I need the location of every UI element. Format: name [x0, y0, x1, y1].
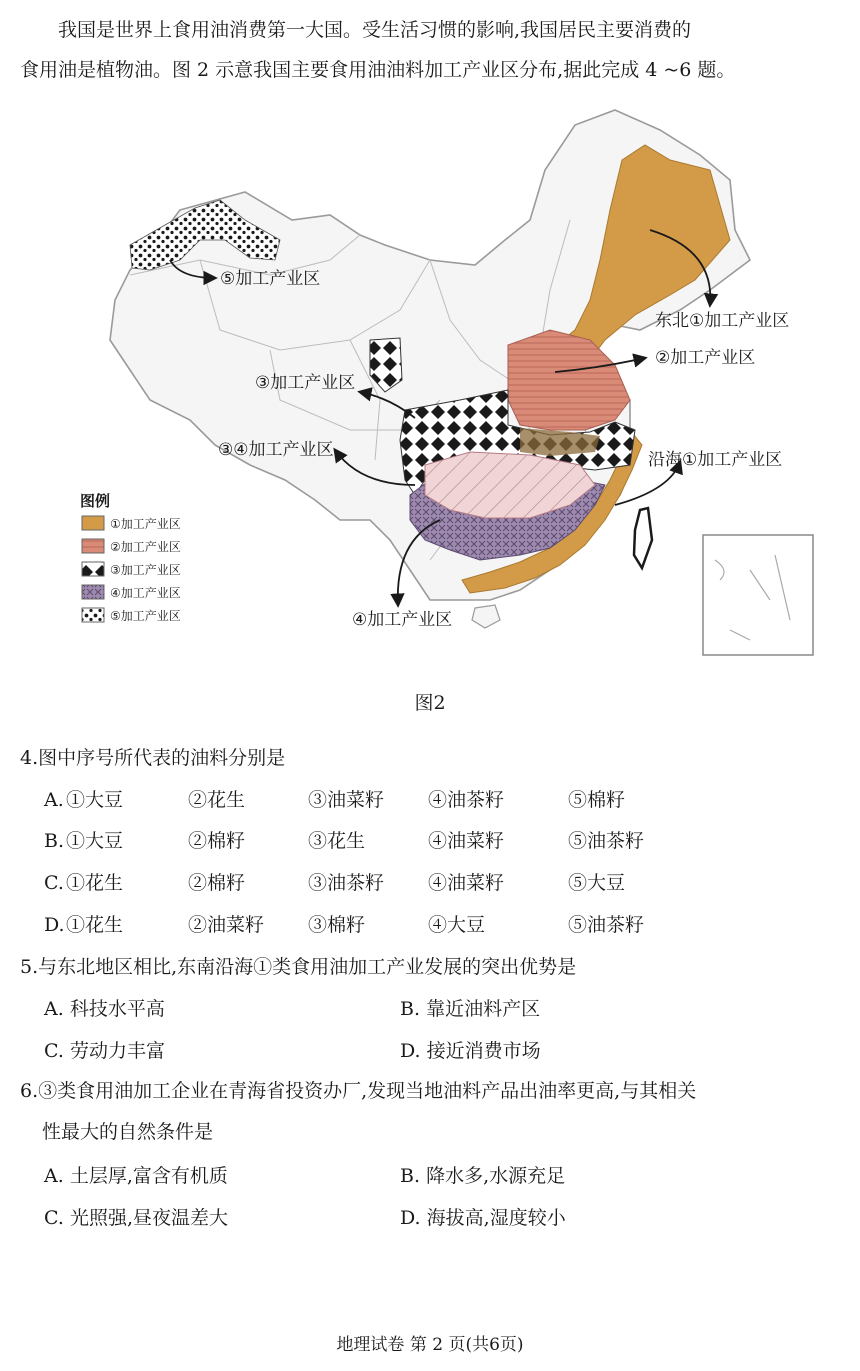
legend-swatch-4 [82, 585, 104, 599]
option-4a-letter[interactable]: A. [44, 789, 64, 811]
intro-line-2: 食用油是植物油。图 2 示意我国主要食用油油料加工产业区分布,据此完成 4 ~6 题。 [20, 59, 736, 81]
option-4b-item-2: ②棉籽 [188, 830, 246, 852]
oil-processing-map [30, 100, 830, 675]
option-5a-text: 科技水平高 [69, 998, 165, 1020]
option-4d-letter[interactable]: D. [44, 914, 65, 936]
option-6c-text: 光照强,昼夜温差大 [69, 1207, 228, 1229]
legend-title: 图例 [80, 492, 111, 510]
legend-label-3: ③加工产业区 [110, 563, 181, 577]
label-zone2: ②加工产业区 [655, 348, 756, 368]
option-4c-item-5: ⑤大豆 [568, 872, 626, 894]
question-4 [20, 746, 285, 770]
option-5d-text: 接近消费市场 [426, 1040, 541, 1062]
option-5c-letter: C. [44, 1040, 64, 1062]
option-4c-item-1: ①花生 [66, 872, 124, 894]
legend-swatch-3 [82, 562, 104, 576]
intro-line-1: 我国是世界上食用油消费第一大国。受生活习惯的影响,我国居民主要消费的 [58, 19, 692, 41]
legend-label-4: ④加工产业区 [110, 586, 181, 600]
option-6b-text: 降水多,水源充足 [426, 1165, 566, 1187]
label-zone4: ④加工产业区 [352, 610, 453, 630]
option-4c-item-4: ④油菜籽 [428, 872, 505, 894]
option-4a-item-3: ③油菜籽 [308, 789, 385, 811]
option-4d-item-1: ①花生 [66, 914, 124, 936]
option-5b-text: 靠近油料产区 [426, 998, 541, 1020]
question-6-text-line2: 性最大的自然条件是 [42, 1121, 214, 1143]
question-5-number: 5. [20, 956, 39, 978]
taiwan-island [634, 508, 652, 568]
option-6b[interactable] [400, 1164, 565, 1188]
option-4b-item-3: ③花生 [308, 830, 366, 852]
option-4b-item-4: ④油菜籽 [428, 830, 505, 852]
question-5-text: 与东北地区相比,东南沿海①类食用油加工产业发展的突出优势是 [38, 956, 577, 978]
option-5d[interactable] [400, 1039, 541, 1063]
option-6d-text: 海拔高,湿度较小 [426, 1207, 566, 1229]
page-footer: 地理试卷 第 2 页(共6页) [336, 1335, 524, 1355]
option-6d[interactable] [400, 1206, 566, 1230]
option-6c[interactable] [44, 1206, 228, 1230]
zone2-region [508, 330, 630, 430]
option-4b-item-5: ⑤油茶籽 [568, 830, 645, 852]
legend-swatch-1 [82, 516, 104, 530]
option-6a-text: 土层厚,富含有机质 [69, 1165, 228, 1187]
option-5a[interactable] [44, 997, 165, 1021]
option-4b-item-1: ①大豆 [66, 830, 124, 852]
label-coastal1: 沿海①加工产业区 [648, 450, 783, 470]
question-4-number: 4. [20, 747, 39, 769]
option-5c-text: 劳动力丰富 [69, 1040, 165, 1062]
question-6-number: 6. [20, 1080, 39, 1102]
question-6-text-line1: ③类食用油加工企业在青海省投资办厂,发现当地油料产品出油率更高,与其相关 [38, 1080, 697, 1102]
label-zone34: ③④加工产业区 [218, 440, 334, 460]
legend-swatch-2 [82, 539, 104, 553]
option-4a-item-2: ②花生 [188, 789, 246, 811]
option-4c-letter[interactable]: C. [44, 872, 64, 894]
option-6c-letter: C. [44, 1207, 64, 1229]
map-legend [80, 492, 181, 623]
question-6 [20, 1071, 845, 1153]
legend-label-2: ②加工产业区 [110, 540, 181, 554]
option-4d-item-5: ⑤油茶籽 [568, 914, 645, 936]
label-northeast1: 东北①加工产业区 [655, 311, 790, 331]
option-5a-letter: A. [44, 998, 64, 1020]
option-4a-item-1: ①大豆 [66, 789, 124, 811]
option-6b-letter: B. [400, 1165, 421, 1187]
option-5c[interactable] [44, 1039, 165, 1063]
option-6d-letter: D. [400, 1207, 421, 1229]
question-5 [20, 955, 576, 979]
hainan-island [472, 605, 500, 628]
figure-caption: 图2 [414, 692, 446, 714]
china-map-svg [30, 100, 830, 675]
option-5b[interactable] [400, 997, 540, 1021]
option-4b-letter[interactable]: B. [44, 830, 65, 852]
option-4c-item-2: ②棉籽 [188, 872, 246, 894]
option-5d-letter: D. [400, 1040, 421, 1062]
option-4d-item-2: ②油菜籽 [188, 914, 265, 936]
intro-paragraph [20, 10, 845, 90]
legend-swatch-5 [82, 608, 104, 622]
south-china-sea-inset [703, 535, 813, 655]
option-6a-letter: A. [44, 1165, 64, 1187]
option-4a-item-5: ⑤棉籽 [568, 789, 626, 811]
option-4c-item-3: ③油茶籽 [308, 872, 385, 894]
option-4a-item-4: ④油茶籽 [428, 789, 505, 811]
option-5b-letter: B. [400, 998, 421, 1020]
label-zone5: ⑤加工产业区 [220, 269, 321, 289]
option-6a[interactable] [44, 1164, 228, 1188]
option-4d-item-4: ④大豆 [428, 914, 486, 936]
question-4-text: 图中序号所代表的油料分别是 [38, 747, 286, 769]
option-4d-item-3: ③棉籽 [308, 914, 366, 936]
label-zone3: ③加工产业区 [255, 373, 356, 393]
legend-label-5: ⑤加工产业区 [110, 609, 181, 623]
legend-label-1: ①加工产业区 [110, 517, 181, 531]
